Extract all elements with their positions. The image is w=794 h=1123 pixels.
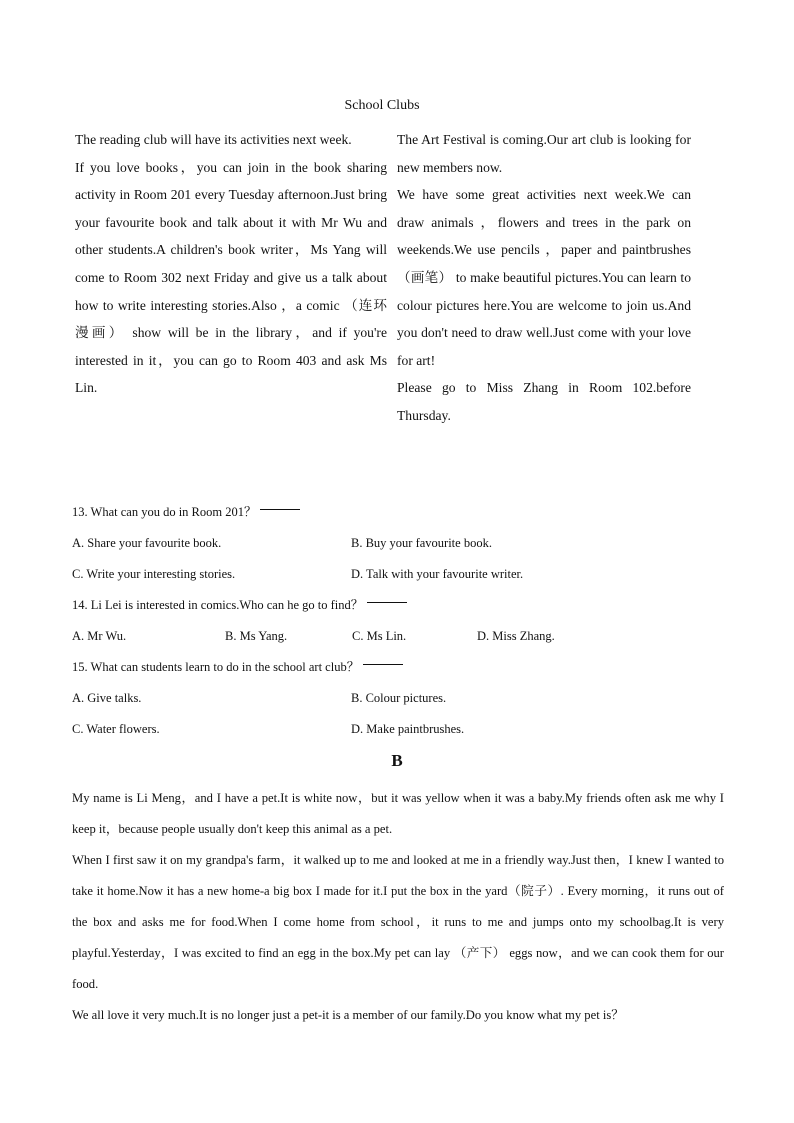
question-text: 14. Li Lei is interested in comics.Who can he go to find？ xyxy=(72,598,364,612)
option-row xyxy=(72,621,732,652)
option[interactable]: D. Miss Zhang. xyxy=(477,629,555,643)
paragraph: We have some great activities next week.We can draw animals ，flowers and trees in the park on weekends.We use pencils ，paper and paintbrushes （画笔） to make beautiful pictures.You can learn to colour pictures here.You are welcome to join us.And you don't need to draw well.Just come with your love for art! xyxy=(397,187,691,368)
option[interactable]: A. Mr Wu. xyxy=(72,629,127,643)
option[interactable]: C. Water flowers. xyxy=(72,722,160,736)
paragraph: We all love it very much.It is no longer just a pet-it is a member of our family.Do you know what my pet is？ xyxy=(72,1008,624,1022)
question-text: 13. What can you do in Room 201？ xyxy=(72,505,257,519)
option-row xyxy=(72,528,732,559)
passage-b xyxy=(72,783,724,1031)
option[interactable]: A. Give talks. xyxy=(72,691,142,705)
right-column xyxy=(397,126,691,430)
option[interactable]: D. Make paintbrushes. xyxy=(351,722,465,736)
paragraph: My name is Li Meng，and I have a pet.It is white now，but it was yellow when it was a baby.My friends often ask me why I keep it，because people usually don't keep this animal as a pet. xyxy=(72,791,724,836)
question-stem xyxy=(72,590,732,621)
left-column xyxy=(75,126,387,402)
option[interactable]: A. Share your favourite book. xyxy=(72,536,222,550)
paragraph: The reading club will have its activities next week. xyxy=(75,132,352,147)
option[interactable]: B. Buy your favourite book. xyxy=(351,536,492,550)
passage-title: School Clubs xyxy=(344,98,420,113)
paragraph: The Art Festival is coming.Our art club is looking for new members now. xyxy=(397,132,691,175)
answer-blank[interactable] xyxy=(260,497,300,510)
question-text: 15. What can students learn to do in the school art club？ xyxy=(72,660,360,674)
paragraph: If you love books，you can join in the book sharing activity in Room 201 every Tuesday afternoon.Just bring your favourite book and talk about it with Mr Wu and other students.A children's book writer，Ms Yang will come to Room 302 next Friday and give us a talk about how to write interesting stories.Also ，a comic （连环漫画） show will be in the library，and if you're interested in it，you can go to Room 403 and ask Ms Lin. xyxy=(75,159,387,396)
option-row xyxy=(72,683,732,714)
question-stem xyxy=(72,652,732,683)
answer-blank[interactable] xyxy=(367,590,407,603)
answer-blank[interactable] xyxy=(363,652,403,665)
option[interactable]: C. Write your interesting stories. xyxy=(72,567,236,581)
section-heading: B xyxy=(391,751,403,770)
option[interactable]: B. Colour pictures. xyxy=(351,691,447,705)
paragraph: Please go to Miss Zhang in Room 102.before Thursday. xyxy=(397,380,691,423)
option-row xyxy=(72,714,732,745)
question-stem xyxy=(72,497,732,528)
option[interactable]: B. Ms Yang. xyxy=(225,629,288,643)
question-list xyxy=(72,497,732,745)
option[interactable]: D. Talk with your favourite writer. xyxy=(351,567,524,581)
paragraph: When I first saw it on my grandpa's farm，it walked up to me and looked at me in a friendly way.Just then，I knew I wanted to take it home.Now it has a new home-a big box I made for it.I put the box in the yard（院子）. Every morning，it runs out of the box and asks me for food.When I come home from school，it runs to me and jumps onto my schoolbag.It is very playful.Yesterday，I was excited to find an egg in the box.My pet can lay （产下） eggs now，and we can cook them for our food. xyxy=(72,853,724,991)
option[interactable]: C. Ms Lin. xyxy=(352,629,407,643)
option-row xyxy=(72,559,732,590)
